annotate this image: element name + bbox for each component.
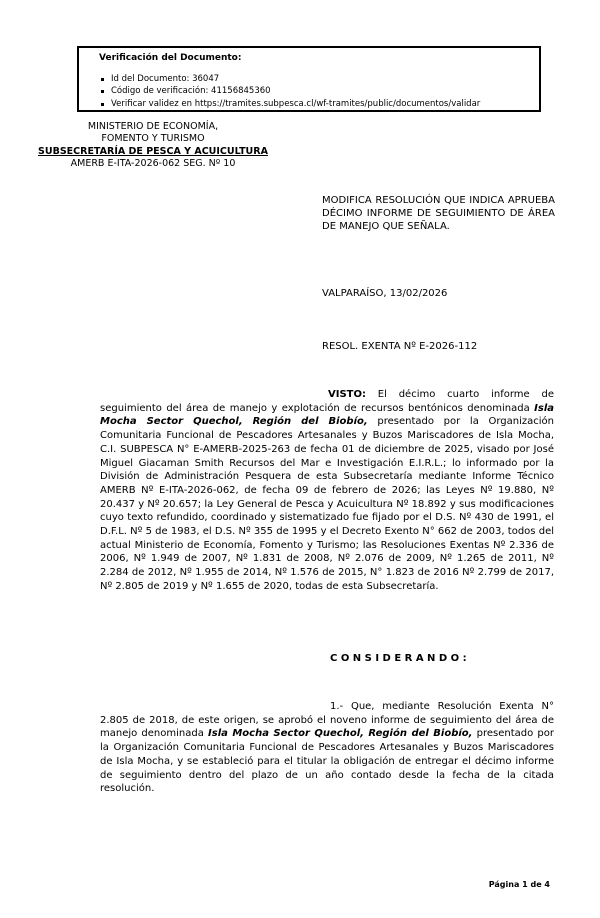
verification-title: Verificación del Documento: xyxy=(99,53,242,63)
text-segment: VISTO: xyxy=(328,389,366,400)
text-segment: Isla Mocha Sector Quechol, Región del Biobío, xyxy=(100,402,554,428)
resolution-number: RESOL. EXENTA Nº E-2026-112 xyxy=(322,341,478,352)
text-segment: presentado por la Organización Comunitaria Funcional de Pescadores Artesanales y Buzos Mariscadores de Isla Mocha, y se estableció para el titular la obligación de entregar el décimo informe de seguimiento dentro del plazo de un año contado desde la fecha de la citada resolución. xyxy=(100,728,554,795)
letterhead xyxy=(30,121,276,170)
resolution-subject: MODIFICA RESOLUCIÓN QUE INDICA APRUEBA DÉCIMO INFORME DE SEGUIMIENTO DE ÁREA DE MANEJO QUE SEÑALA. xyxy=(322,195,555,233)
ministry-line-2: FOMENTO Y TURISMO xyxy=(101,133,205,145)
considerando-paragraph-1 xyxy=(100,700,554,796)
document-reference: AMERB E-ITA-2026-062 SEG. Nº 10 xyxy=(70,157,236,169)
verification-list xyxy=(99,73,533,110)
place-date: VALPARAÍSO, 13/02/2026 xyxy=(322,288,448,299)
text-segment: presentado por la Organización Comunitaria Funcional de Pescadores Artesanales y Buzos Mariscadores de Isla Mocha, C.I. SUBPESCA N° E-AMERB-2025-263 de fecha 01 de diciembre de 2025, visado por José Miguel Giacaman Smith Recursos del Mar e Investigación E.I.R.L.; lo informado por la División de Administración Pesquera de esta Subsecretaría mediante Informe Técnico AMERB Nº E-ITA-2026-062, de fecha 09 de febrero de 2026; las Leyes Nº 19.880, Nº 20.437 y Nº 20.657; la Ley General de Pesca y Acuicultura Nº 18.892 y sus modificaciones cuyo texto refundido, coordinado y sistematizado fue fijado por el D.S. Nº 430 de 1991, el D.F.L. Nº 5 de 1983, el D.S. Nº 355 de 1995 y el Decreto Exento N° 662 de 2003, todos del actual Ministerio de Economía, Fomento y Turismo; las Resoluciones Exentas Nº 2.336 de 2006, Nº 1.949 de 2007, Nº 1.831 de 2008, Nº 2.076 de 2009, Nº 1.265 de 2011, Nº 2.284 de 2012, Nº 1.955 de 2014, Nº 1.576 de 2015, N° 1.823 de 2016 Nº 2.799 de 2017, Nº 2.805 de 2019 y Nº 1.655 de 2020, todas de esta Subsecretaría. xyxy=(100,416,555,592)
visto-paragraph xyxy=(100,388,554,594)
considerando-heading: C O N S I D E R A N D O : xyxy=(330,653,467,664)
text-segment: 1.- Que, mediante Resolución Exenta N° 2.805 de 2018, de este origen, se aprobó el noveno informe de seguimiento del área de manejo denominada xyxy=(100,701,554,740)
text-segment: Isla Mocha Sector Quechol, Región del Biobío, xyxy=(208,728,473,740)
verification-box xyxy=(77,46,541,112)
subsecretaria-name: SUBSECRETARÍA DE PESCA Y ACUICULTURA xyxy=(38,145,268,157)
text-segment: El décimo cuarto informe de seguimiento del área de manejo y explotación de recursos bentónicos denominada xyxy=(100,389,554,414)
verification-item-url: Verificar validez en https://tramites.subpesca.cl/wf-tramites/public/documentos/validar xyxy=(99,98,533,110)
verification-item-document-id: Id del Documento: 36047 xyxy=(99,73,533,85)
page-number: Página 1 de 4 xyxy=(488,880,550,889)
ministry-line-1: MINISTERIO DE ECONOMÍA, xyxy=(87,121,219,132)
verification-item-code: Código de verificación: 41156845360 xyxy=(99,85,533,97)
